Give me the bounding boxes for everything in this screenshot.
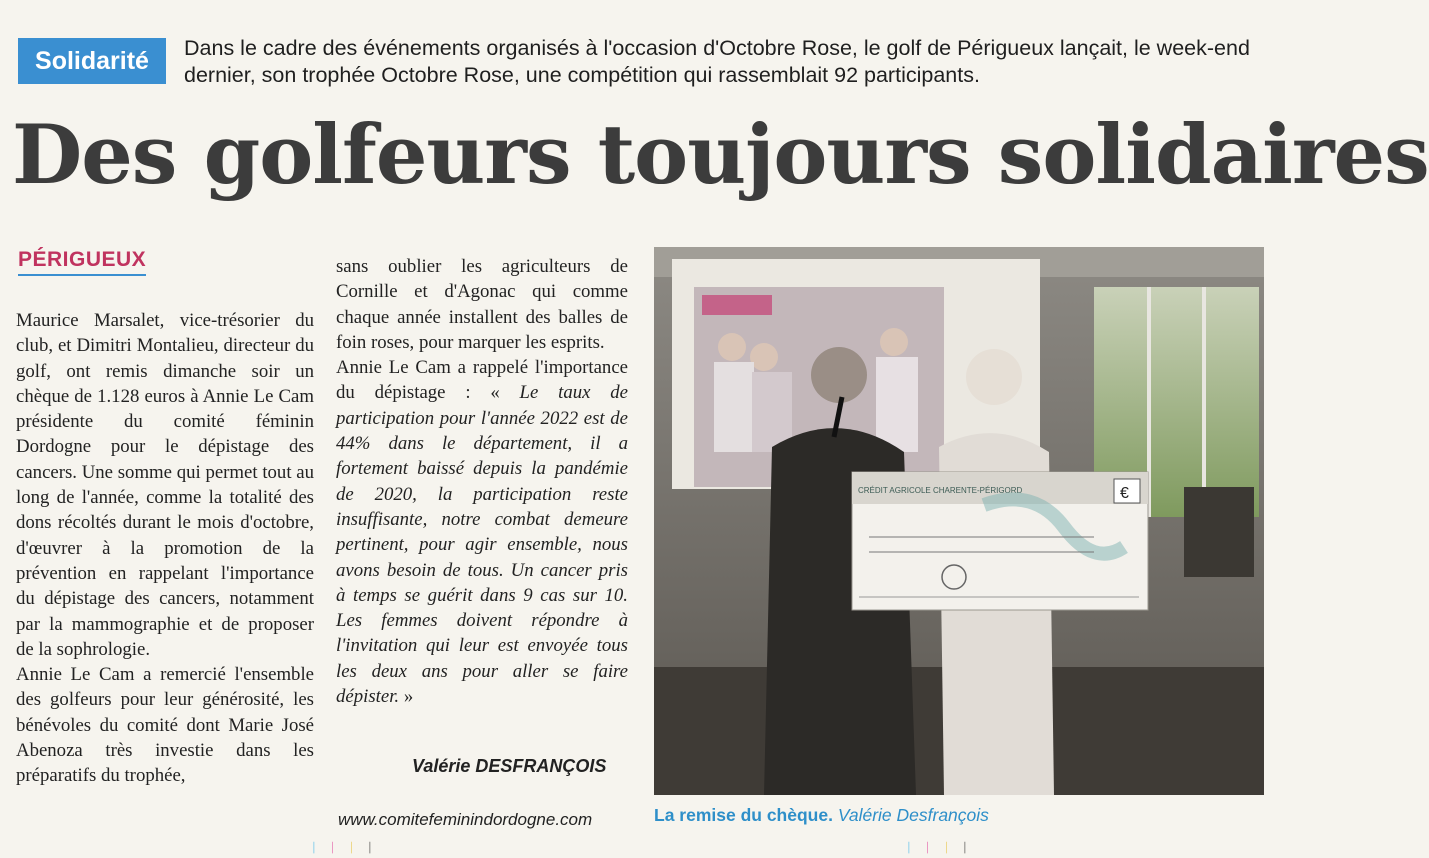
- article-photo: [654, 247, 1264, 795]
- column-2: [336, 254, 628, 709]
- author-signature: Valérie DESFRANÇOIS: [412, 756, 607, 776]
- caption-title: La remise du chèque.: [654, 805, 833, 825]
- article-lead: Dans le cadre des événements organisés à l'occasion d'Octobre Rose, le golf de Périgueux lançait, le week-end dernier, son trophée Octobre Rose, une compétition qui rassemblait 92 participants.: [184, 36, 1250, 87]
- photo-caption: [654, 805, 989, 826]
- quote-text: Le taux de participation pour l'année 2022 est de 44% dans le département, il a fortement baissé depuis la pandémie de 2020, la participation reste insuffisante, notre combat demeure pertinent, pour agir ensemble, nous avons besoin de tous. Un cancer pris à temps se guérit dans 9 cas sur 10. Les femmes doivent répondre à l'invitation qui leur est envoyée tous les deux ans pour aller se faire dépister.: [336, 382, 628, 708]
- print-registration-marks: ᛁ ᛁ ᛁ ᛁ: [310, 840, 374, 855]
- cheque-euro-symbol: €: [1120, 485, 1129, 502]
- photo-illustration: [654, 247, 1264, 795]
- cheque: [852, 472, 1148, 610]
- quote-close: »: [403, 686, 414, 708]
- column-1-paragraph-1: Maurice Marsalet, vice-trésorier du club, et Dimitri Montalieu, directeur du golf, ont remis dimanche soir un chèque de 1.128 euros à Annie Le Cam présidente du comité féminin Dordogne pour le dépistage des cancers. Une somme qui permet tout au long de l'année, comme la totalité des dons récoltés durant le mois d'octobre, d'œuvrer à la promotion de la prévention en rappelant l'importance du dépistage des cancers, notamment par la mammographie et de proposer de la sophrologie.: [16, 310, 314, 660]
- section-tag: Solidarité: [18, 38, 166, 84]
- column-2-paragraph-2: [336, 355, 628, 709]
- headline: Des golfeurs toujours solidaires: [12, 108, 1429, 203]
- column-1: [16, 308, 314, 789]
- dateline: PÉRIGUEUX: [18, 248, 146, 276]
- quote-intro: Annie Le Cam a rappelé l'importance du dépistage : «: [336, 357, 628, 404]
- caption-credit: Valérie Desfrançois: [837, 805, 989, 825]
- column-1-paragraph-2: Annie Le Cam a remercié l'ensemble des golfeurs pour leur générosité, les bénévoles du comité dont Marie José Abenoza très investie dans les préparatifs du trophée,: [16, 664, 314, 787]
- column-2-paragraph-1: sans oublier les agriculteurs de Cornille et d'Agonac qui comme chaque année installent des balles de foin roses, pour marquer les esprits.: [336, 256, 628, 353]
- print-registration-marks: ᛁ ᛁ ᛁ ᛁ: [905, 840, 969, 855]
- cheque-bank-label: CRÉDIT AGRICOLE CHARENTE-PÉRIGORD: [858, 486, 1023, 495]
- website-url[interactable]: www.comitefeminindordogne.com: [338, 810, 593, 829]
